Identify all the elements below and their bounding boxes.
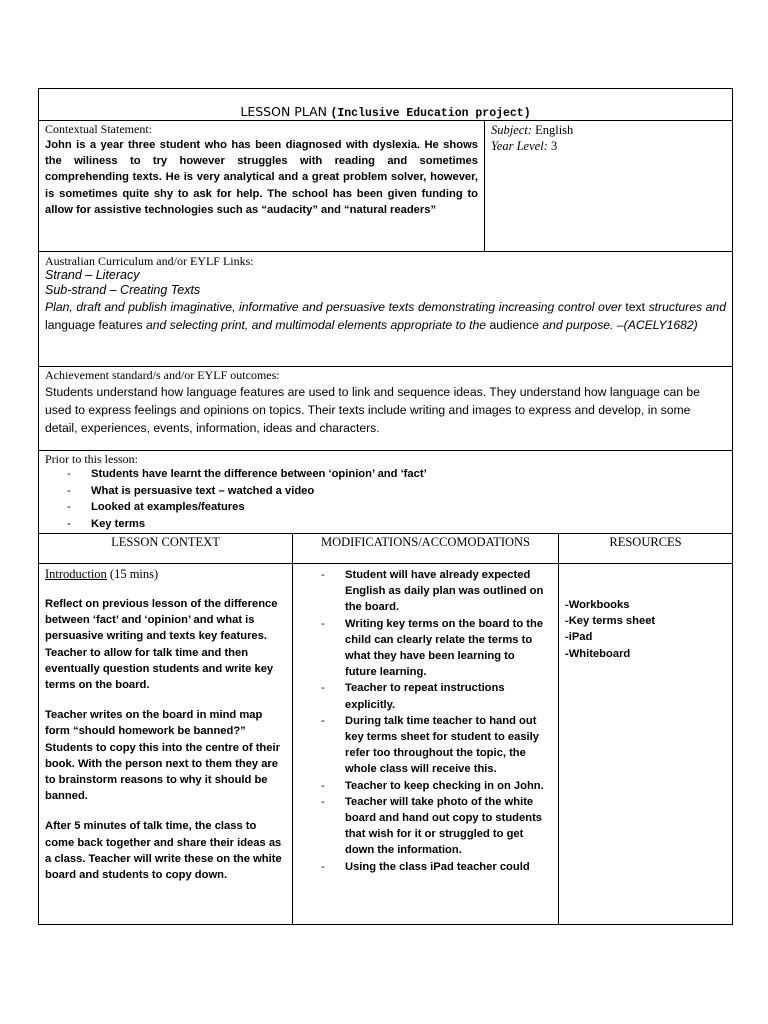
context-paragraph-3: After 5 minutes of talk time, the class to come back together and share their ideas as a class. Teacher will write these on the white board and students to copy down. bbox=[45, 820, 282, 882]
list-item: - What is persuasive text – watched a video bbox=[91, 483, 726, 500]
resources-cell bbox=[558, 563, 733, 925]
list-item: -iPad bbox=[565, 631, 593, 644]
modifications-list bbox=[345, 567, 545, 875]
achievement-label: Achievement standard/s and/or EYLF outcomes: bbox=[45, 368, 280, 382]
achievement-cell bbox=[38, 366, 733, 451]
list-item: - Teacher to keep checking in on John. bbox=[345, 778, 545, 794]
list-item: -Key terms sheet bbox=[565, 615, 656, 628]
page-title: LESSON PLAN (Inclusive Education project) bbox=[240, 104, 531, 120]
header-lesson-context: LESSON CONTEXT bbox=[38, 533, 293, 564]
list-item: - During talk time teacher to hand out key terms sheet for student to easily refer too throughout the topic, the whole class will receive this. bbox=[345, 713, 545, 778]
context-paragraph-1: Reflect on previous lesson of the difference between ‘fact’ and ‘opinion’ and what is persuasive writing and texts key features. Teacher to allow for talk time and then eventually question students and write key terms on the board. bbox=[45, 598, 278, 692]
list-item: - Students have learnt the difference between ‘opinion’ and ‘fact’ bbox=[91, 466, 726, 483]
contextual-statement-cell bbox=[38, 120, 485, 252]
strand-text: Strand – Literacy bbox=[45, 268, 140, 282]
list-item: - Looked at examples/features bbox=[91, 499, 726, 516]
list-item: - Using the class iPad teacher could bbox=[345, 859, 545, 875]
introduction-heading: Introduction (15 mins) bbox=[45, 567, 159, 581]
list-item: -Whiteboard bbox=[565, 647, 631, 660]
list-item: -Workbooks bbox=[565, 599, 630, 611]
list-item: - Writing key terms on the board to the child can clearly relate the terms to what they have been learning to future learning. bbox=[345, 616, 545, 681]
substrand-text: Sub-strand – Creating Texts bbox=[45, 283, 201, 297]
list-item: - Key terms bbox=[91, 516, 726, 533]
modifications-cell bbox=[292, 563, 559, 925]
title-row bbox=[38, 88, 733, 121]
resources-list bbox=[565, 597, 725, 662]
prior-lesson-list bbox=[91, 466, 726, 532]
contextual-statement-label: Contextual Statement: bbox=[45, 122, 152, 136]
curriculum-label: Australian Curriculum and/or EYLF Links: bbox=[45, 254, 254, 268]
prior-lesson-label: Prior to this lesson: bbox=[45, 452, 139, 466]
list-item: - Teacher to repeat instructions explicitly. bbox=[345, 680, 545, 712]
subject-line: Subject: English bbox=[491, 123, 574, 137]
year-level-line: Year Level: 3 bbox=[491, 139, 558, 153]
curriculum-description: Plan, draft and publish imaginative, informative and persuasive texts demonstrating increasing control over text structures and language features and selecting print, and multimodal elements appropriate to the audience and purpose. –(ACELY1682) bbox=[45, 300, 726, 332]
list-item: - Teacher will take photo of the white board and hand out copy to students that wish for it or struggled to get down the information. bbox=[345, 794, 545, 859]
curriculum-cell bbox=[38, 251, 733, 367]
context-paragraph-2: Teacher writes on the board in mind map form “should homework be banned?” Students to copy this into the centre of their book. With the person next to them they are to brainstorm reasons to why it should be banned. bbox=[45, 709, 280, 803]
list-item: - Student will have already expected English as daily plan was outlined on the board. bbox=[345, 567, 545, 616]
header-resources: RESOURCES bbox=[558, 533, 733, 564]
achievement-text: Students understand how language features are used to link and sequence ideas. They understand how language can be used to express feelings and opinions on topics. Their texts include writing and images to express and develop, in some detail, experiences, events, information, ideas and characters. bbox=[45, 385, 700, 435]
lesson-context-cell bbox=[38, 563, 293, 925]
prior-lesson-cell bbox=[38, 450, 733, 534]
subject-cell bbox=[484, 120, 733, 252]
header-modifications: MODIFICATIONS/ACCOMODATIONS bbox=[292, 533, 559, 564]
contextual-statement-text: John is a year three student who has been diagnosed with dyslexia. He shows the wiliness to try however struggles with reading and sometimes comprehending texts. He is very analytical and a great problem solver, however, is sometimes quite shy to ask for help. The school has been given funding to allow for assistive technologies such as “audacity” and “natural readers” bbox=[45, 139, 478, 216]
